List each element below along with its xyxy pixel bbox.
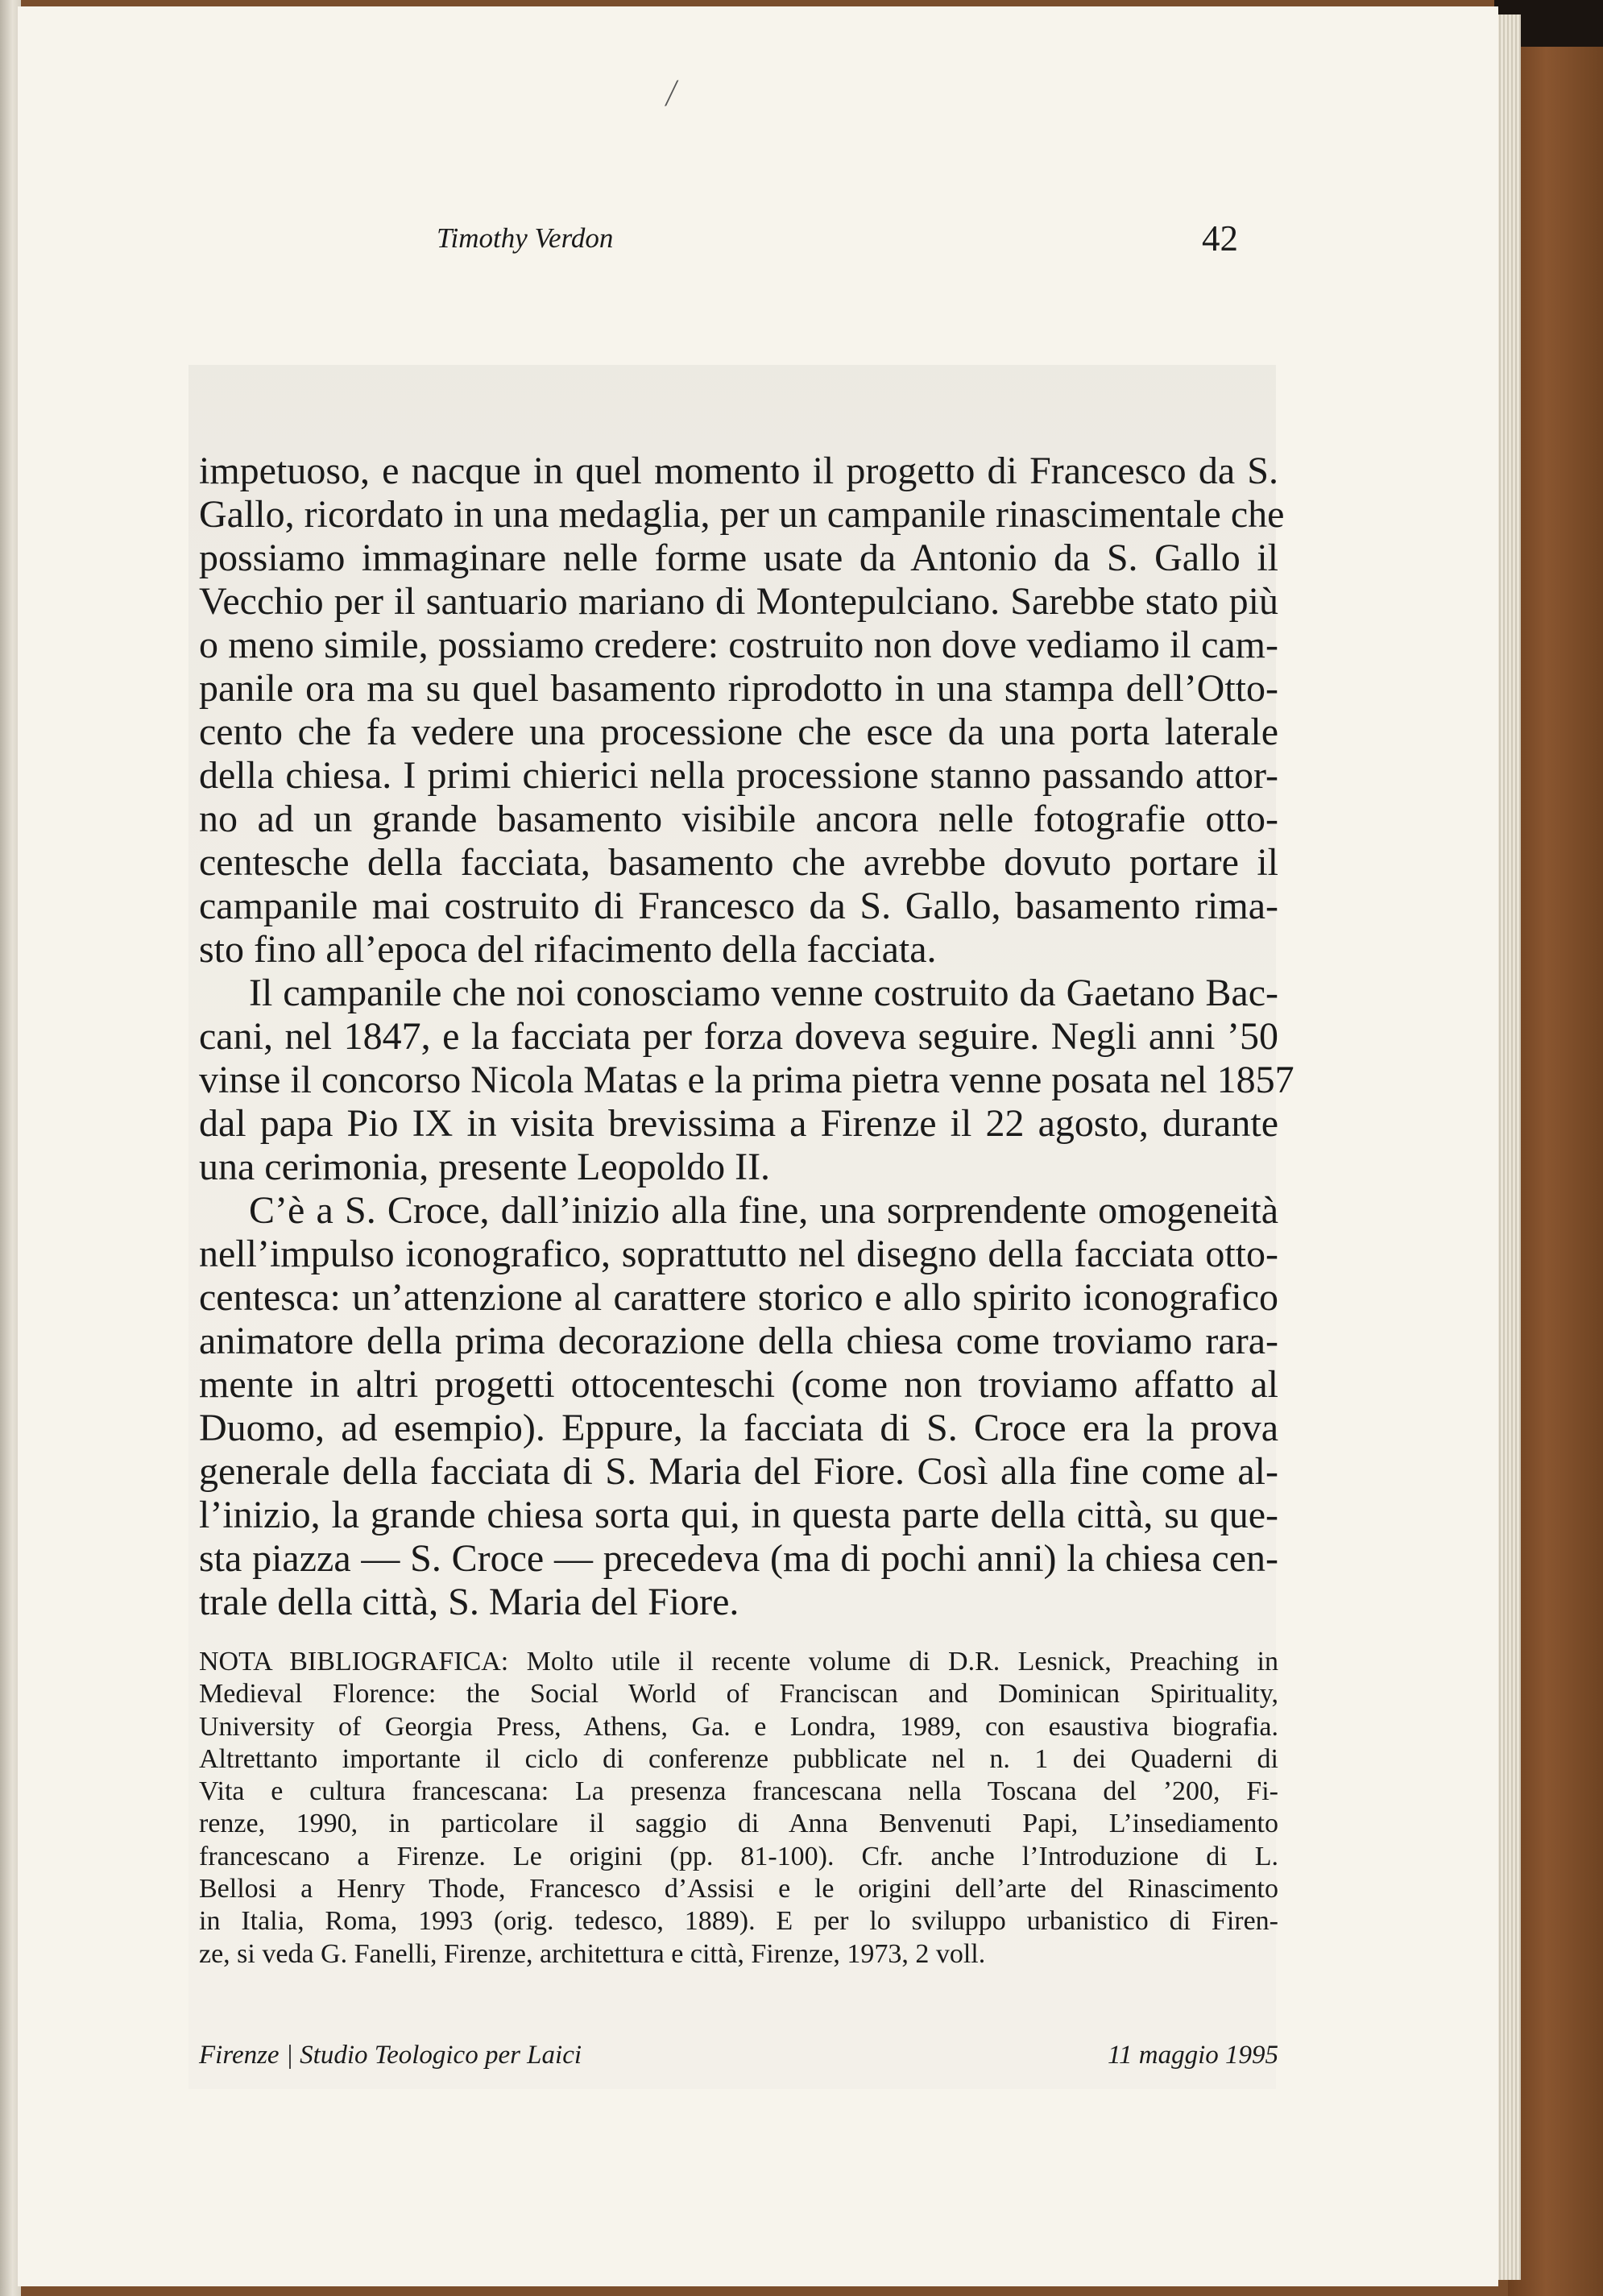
running-header-author: Timothy Verdon: [437, 222, 614, 254]
text-line: sto fino all’epoca del rifacimento della facciata.: [199, 928, 937, 971]
text-line: vinse il concorso Nicola Matas e la prima pietra venne posata nel 1857: [199, 1059, 1294, 1101]
footnote-line: University of Georgia Press, Athens, Ga. e Londra, 1989, con esaustiva biografia.: [199, 1711, 1278, 1742]
book-cover-right: [1508, 0, 1603, 2296]
footnote-line: NOTA BIBLIOGRAFICA: Molto utile il recente volume di D.R. Lesnick, Preaching in: [199, 1647, 1278, 1676]
text-line: impetuoso, e nacque in quel momento il progetto di Francesco da S.: [199, 450, 1278, 492]
footnote-line: francescano a Firenze. Le origini (pp. 81-100). Cfr. anche l’Introduzione di L.: [199, 1841, 1278, 1871]
footnote-line: Altrettanto importante il ciclo di conferenze pubblicate nel n. 1 dei Quaderni di: [199, 1743, 1278, 1774]
text-line: cani, nel 1847, e la facciata per forza doveva seguire. Negli anni ’50: [199, 1015, 1278, 1058]
text-line: C’è a S. Croce, dall’inizio alla fine, una sorprendente omogeneità: [249, 1189, 1278, 1232]
text-line: della chiesa. I primi chierici nella processione stanno passando attor-: [199, 754, 1278, 797]
text-line: dal papa Pio IX in visita brevissima a Firenze il 22 agosto, durante: [199, 1102, 1278, 1145]
text-line: centesca: un’attenzione al carattere storico e allo spirito iconografico: [199, 1276, 1278, 1319]
page-number: 42: [1202, 218, 1238, 259]
page-edges: [1497, 15, 1521, 2280]
footnote-line: renze, 1990, in particolare il saggio di Anna Benvenuti Papi, L’insediamento: [199, 1809, 1278, 1839]
body-text: [199, 450, 1294, 1624]
text-line: Duomo, ad esempio). Eppure, la facciata di S. Croce era la prova: [199, 1407, 1278, 1449]
book-page: [18, 6, 1498, 2286]
text-line: una cerimonia, presente Leopoldo II.: [199, 1146, 771, 1188]
text-line: panile ora ma su quel basamento riprodotto in una stampa dell’Otto-: [199, 667, 1278, 710]
text-line: sta piazza — S. Croce — precedeva (ma di pochi anni) la chiesa cen-: [199, 1537, 1278, 1580]
footnote-line: Vita e cultura francescana: La presenza francescana nella Toscana del ’200, Fi-: [199, 1776, 1278, 1807]
text-line: generale della facciata di S. Maria del Fiore. Così alla fine come al-: [199, 1450, 1278, 1493]
footnote-line: Medieval Florence: the Social World of Franciscan and Dominican Spirituality,: [199, 1679, 1278, 1710]
text-line: mente in altri progetti ottocenteschi (come non troviamo affatto al: [199, 1363, 1278, 1406]
bibliographic-note: [199, 1646, 1278, 1971]
footer-venue: Firenze | Studio Teologico per Laici: [199, 2041, 582, 2070]
text-line: Gallo, ricordato in una medaglia, per un campanile rinascimentale che: [199, 493, 1285, 536]
ink-mark: ⁄: [665, 73, 678, 114]
footer-date: 11 maggio 1995: [1107, 2041, 1278, 2070]
footnote-line: Bellosi a Henry Thode, Francesco d’Assisi e le origini dell’arte del Rinascimento: [199, 1874, 1278, 1904]
text-line: trale della città, S. Maria del Fiore.: [199, 1581, 739, 1623]
text-line: possiamo immaginare nelle forme usate da Antonio da S. Gallo il: [199, 537, 1278, 579]
text-line: centesche della facciata, basamento che avrebbe dovuto portare il: [199, 841, 1278, 884]
text-line: animatore della prima decorazione della chiesa come troviamo rara-: [199, 1320, 1278, 1362]
text-line: cento che fa vedere una processione che esce da una porta laterale: [199, 711, 1278, 753]
text-line: Il campanile che noi conosciamo venne costruito da Gaetano Bac-: [249, 972, 1278, 1014]
text-line: o meno simile, possiamo credere: costruito non dove vediamo il cam-: [199, 624, 1278, 666]
text-line: l’inizio, la grande chiesa sorta qui, in questa parte della città, su que-: [199, 1494, 1278, 1536]
text-line: Vecchio per il santuario mariano di Montepulciano. Sarebbe stato più: [199, 580, 1278, 623]
text-line: campanile mai costruito di Francesco da S. Gallo, basamento rima-: [199, 885, 1278, 927]
text-line: nell’impulso iconografico, soprattutto nel disegno della facciata otto-: [199, 1233, 1278, 1275]
text-line: no ad un grande basamento visibile ancora nelle fotografie otto-: [199, 798, 1278, 840]
footnote-line: ze, si veda G. Fanelli, Firenze, architettura e città, Firenze, 1973, 2 voll.: [199, 1938, 986, 1969]
footnote-line: in Italia, Roma, 1993 (orig. tedesco, 1889). E per lo sviluppo urbanistico di Firen-: [199, 1906, 1278, 1937]
